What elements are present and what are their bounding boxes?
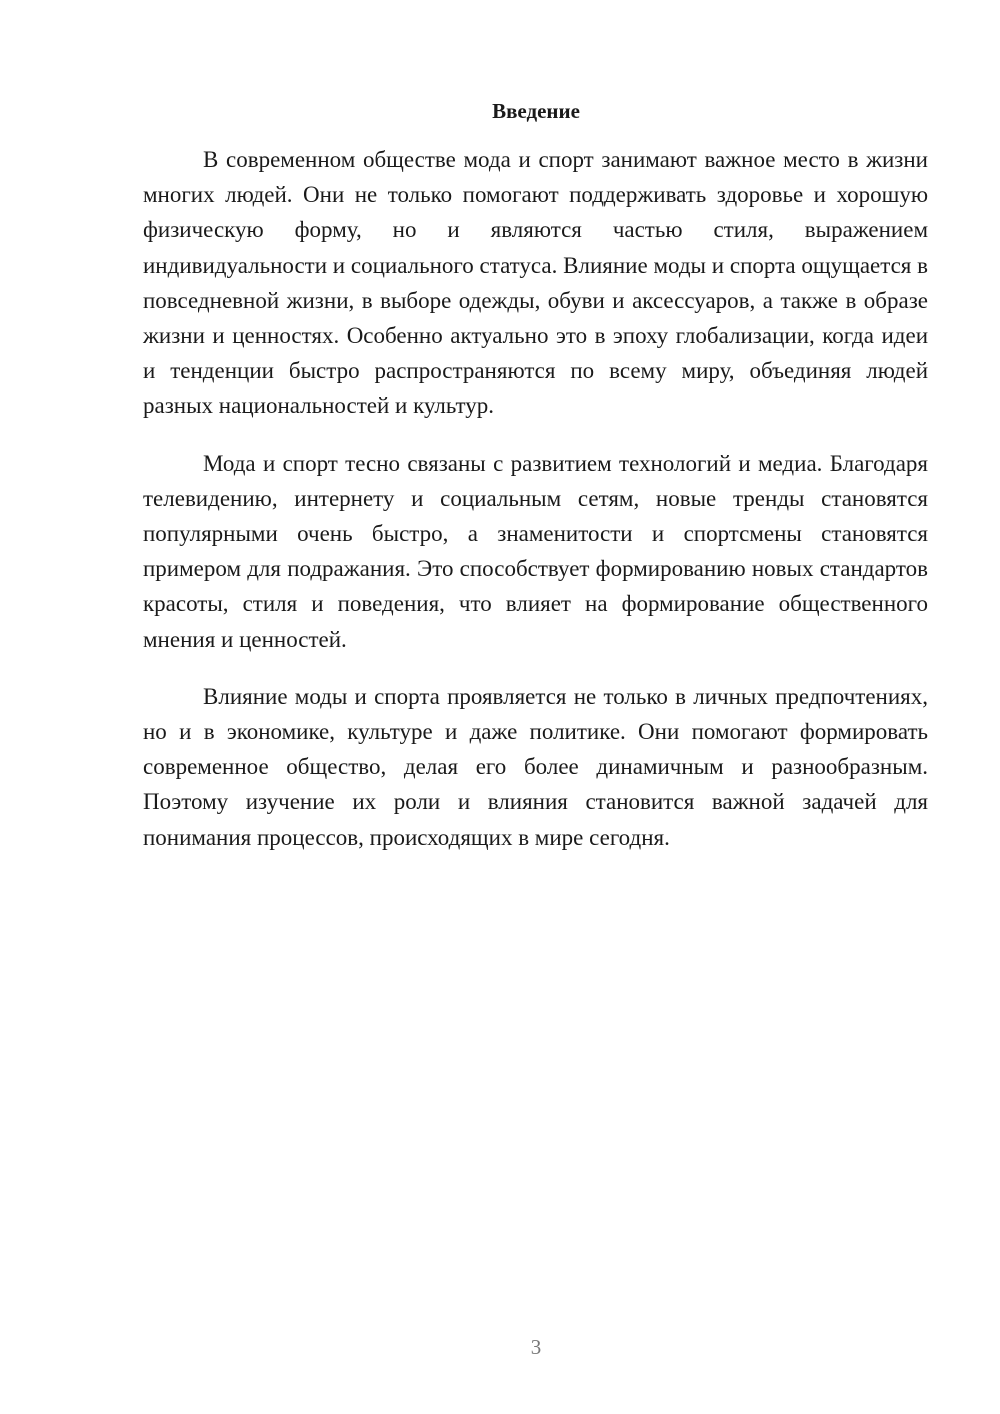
section-heading: Введение xyxy=(492,99,580,123)
page-number: 3 xyxy=(530,1335,542,1359)
paragraph-3: Влияние моды и спорта проявляется не только в личных предпочтениях, но и в экономике, культуре и даже политике. Они помогают формировать современное общество, делая его более динамичным и разнообразным. Поэтому изучение их роли и влияния становится важной задачей для понимания процессов, происходящих в мире сегодня. xyxy=(143,683,928,850)
paragraph-2: Мода и спорт тесно связаны с развитием технологий и медиа. Благодаря телевидению, интернету и социальным сетям, новые тренды становятся популярными очень быстро, а знаменитости и спортсмены становятся примером для подражания. Это способствует формированию новых стандартов красоты, стиля и поведения, что влияет на формирование общественного мнения и ценностей. xyxy=(143,450,928,652)
body-text xyxy=(143,142,928,877)
paragraph-1: В современном обществе мода и спорт занимают важное место в жизни многих людей. Они не только помогают поддерживать здоровье и хорошую физическую форму, но и являются частью стиля, выражением индивидуальности и социального статуса. Влияние моды и спорта ощущается в повседневной жизни, в выборе одежды, обуви и аксессуаров, а также в образе жизни и ценностях. Особенно актуально это в эпоху глобализации, когда идеи и тенденции быстро распространяются по всему миру, объединяя людей разных национальностей и культур. xyxy=(143,147,928,419)
